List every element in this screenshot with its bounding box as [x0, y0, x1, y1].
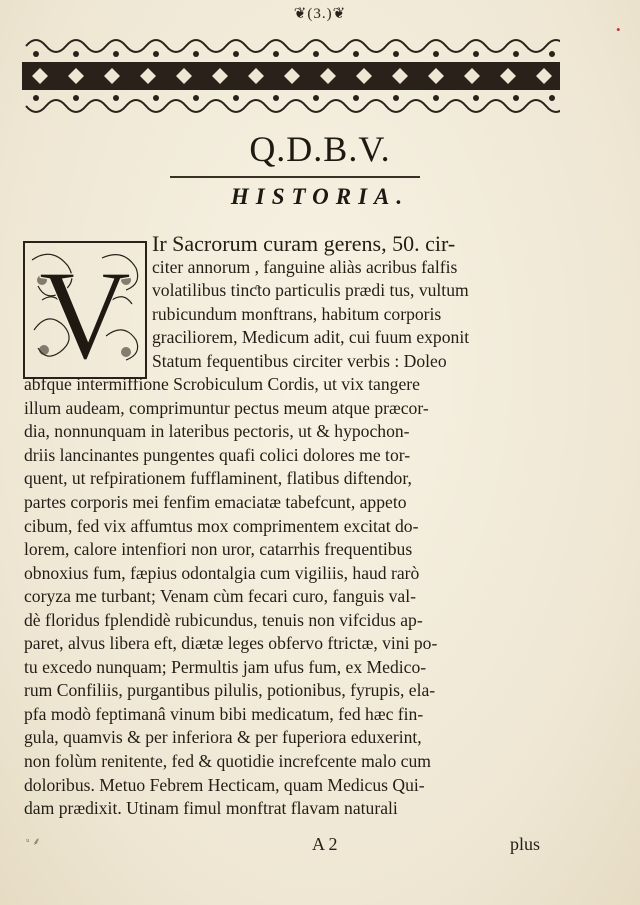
text-line: paret, alvus libera eft, diætæ leges obfervo ftrictæ, vini po- [24, 633, 438, 654]
text-line: graciliorem, Medicum adit, cui fuum exponit [152, 327, 470, 348]
text-line: Ir Sacrorum curam gerens, 50. cir- [152, 231, 456, 256]
text-line: dè floridus fplendidè rubicundus, tenuis non vifcidus ap- [24, 609, 423, 630]
title-rule [170, 176, 420, 178]
text-line: dia, nonnunquam in lateribus pectoris, ut & hypochon- [24, 421, 410, 442]
bottom-margin-mark: ᵘ ⸙ [26, 836, 41, 848]
text-line: cibum, fed vix affumtus mox comprimentem excitat do- [24, 515, 419, 536]
text-line: quent, ut refpirationem fufflaminent, flatibus diftendor, [24, 468, 412, 489]
text-line: lorem, calore intenfiori non uror, catarrhis frequentibus [24, 539, 413, 560]
top-ornament: ❦(3.)❦ [293, 6, 347, 22]
text-line: rubicundum monftrans, habitum corporis [152, 303, 442, 324]
signature-mark: A 2 [312, 834, 338, 854]
text-line: coryza me turbant; Venam cùm fecari curo, fanguis val- [24, 586, 416, 607]
initial-letter-glyph: V [38, 244, 132, 380]
text-line: partes corporis mei fenfim emaciatæ tabefcunt, appeto [24, 492, 407, 513]
catchword: plus [510, 834, 541, 854]
text-line: abfque intermiffione Scrobiculum Cordis, ut vix tangere [24, 374, 420, 395]
text-line: volatilibus tinƈto particulis prædi tus, vultum [152, 280, 469, 301]
text-line: doloribus. Metuo Febrem Hecticam, quam Medicus Qui- [24, 774, 425, 795]
text-line: pfa modò feptimanâ vinum bibi medicatum, fed hæc fin- [24, 703, 424, 724]
red-margin-mark: • [616, 22, 621, 37]
text-line: obnoxius fum, fæpius odontalgia cum vigiliis, haud rarò [24, 562, 420, 583]
text-line: non folùm renitente, fed & quotidie increfcente malo cum [24, 751, 431, 772]
decorative-headpiece [22, 32, 560, 120]
text-line: illum audeam, comprimuntur pectus meum atque præcor- [24, 397, 429, 418]
body-text [24, 232, 560, 821]
text-line: Statum fequentibus circiter verbis : Doleo [152, 350, 447, 371]
text-line: rum Confiliis, purgantibus pilulis, potionibus, fyrupis, ela- [24, 680, 436, 701]
text-line: citer annorum , fanguine aliàs acribus falfis [152, 256, 458, 277]
text-line: dam prædixit. Utinam fimul monftrat flavam naturali [24, 798, 398, 819]
text-line: tu excedo nunquam; Permultis jam ufus fum, ex Medico- [24, 656, 427, 677]
text-line: gula, quamvis & per inferiora & per fuperiora eduxerint, [24, 727, 422, 748]
section-heading: HISTORIA. [230, 184, 410, 209]
page-title: Q.D.B.V. [249, 129, 391, 169]
text-line: driis lancinantes pungentes quafi colici dolores me tor- [24, 444, 411, 465]
